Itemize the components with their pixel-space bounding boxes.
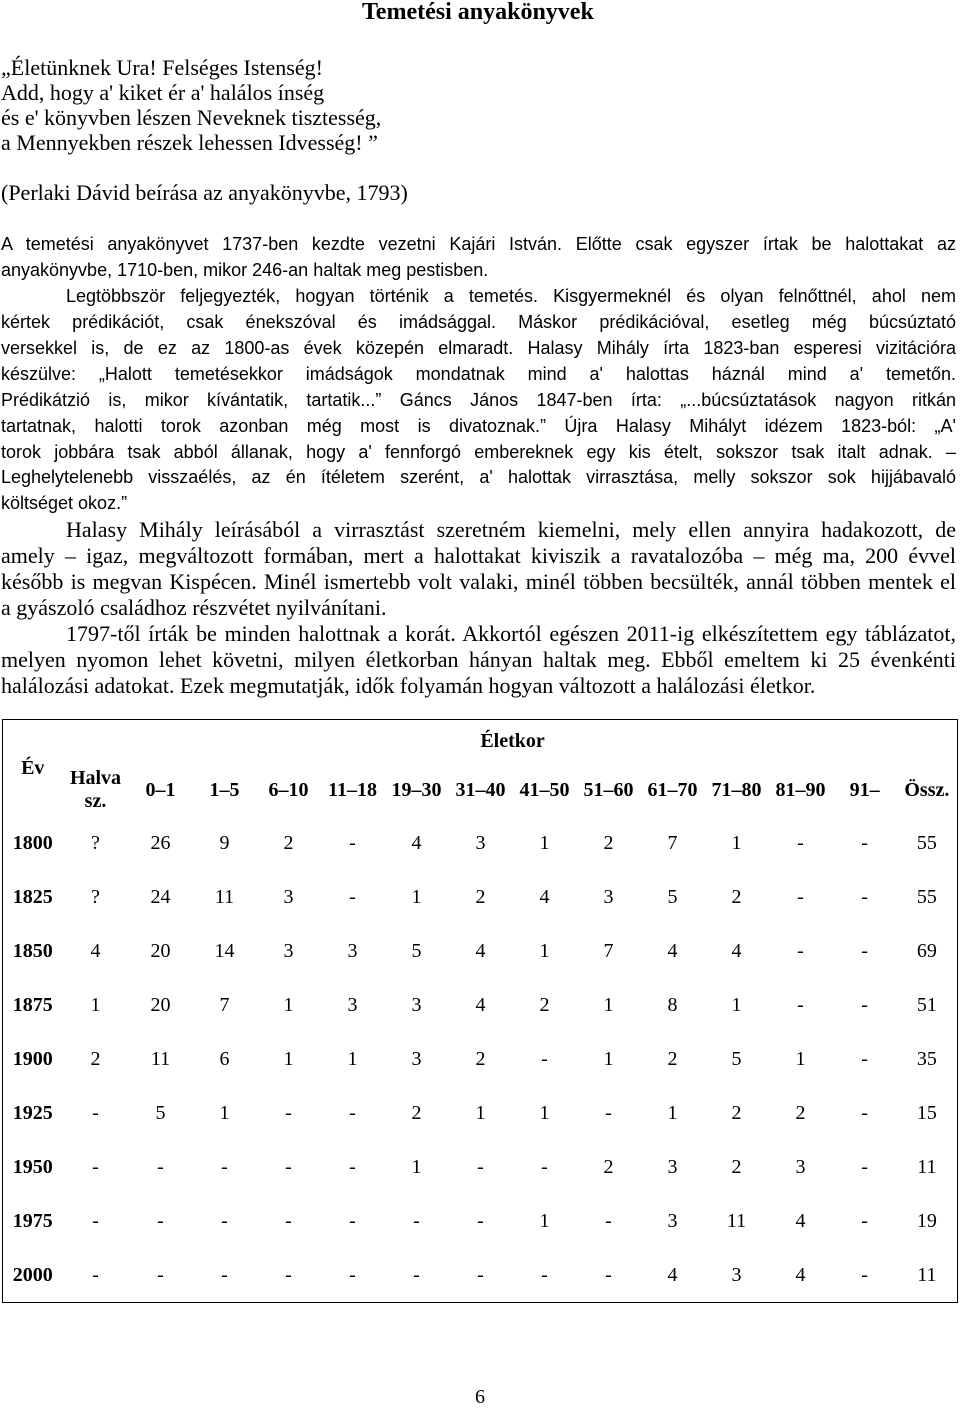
age-cell: - bbox=[861, 940, 868, 962]
age-cell: 24 bbox=[150, 886, 171, 908]
total-cell: 11 bbox=[917, 1156, 937, 1178]
age-cell: 11 bbox=[726, 1210, 747, 1232]
age-cell: 3 bbox=[795, 1156, 806, 1178]
age-cell: 1 bbox=[603, 994, 614, 1016]
age-cell: - bbox=[605, 1210, 612, 1232]
header-spacer bbox=[63, 720, 129, 764]
age-cell: 4 bbox=[731, 940, 742, 962]
age-cell: 1 bbox=[411, 886, 422, 908]
total-cell: 55 bbox=[916, 832, 937, 854]
total-cell: 55 bbox=[916, 886, 937, 908]
stillborn-cell: 2 bbox=[90, 1048, 101, 1070]
mortality-table bbox=[2, 719, 958, 1303]
stillborn-cell: ? bbox=[91, 886, 100, 908]
age-cell: - bbox=[477, 1263, 484, 1286]
age-cell: - bbox=[349, 886, 356, 908]
body-line: tartatnak, halotti torok azonban még most is divatoznak.” Újra Halasy Mihályt idézem 1823-ból: „A' bbox=[1, 415, 956, 436]
year-cell: 1900 bbox=[12, 1048, 53, 1070]
age-cell: - bbox=[157, 1156, 164, 1178]
age-cell: - bbox=[477, 1210, 484, 1232]
age-cell: - bbox=[605, 1263, 612, 1286]
paragraph bbox=[1, 232, 956, 284]
age-column-header: 31–40 bbox=[455, 778, 506, 801]
paragraph bbox=[1, 517, 956, 621]
age-cell: 4 bbox=[475, 940, 486, 962]
age-cell: - bbox=[477, 1156, 484, 1178]
stillborn-cell: 1 bbox=[90, 994, 101, 1016]
body-line: anyakönyvbe, 1710-ben, mikor 246-an haltak meg pestisben. bbox=[1, 259, 489, 280]
age-cell: 4 bbox=[667, 1263, 678, 1286]
age-cell: 2 bbox=[539, 994, 550, 1016]
age-column-header: 1–5 bbox=[209, 778, 240, 801]
table-row bbox=[3, 1141, 958, 1195]
age-cell: - bbox=[541, 1048, 548, 1070]
age-cell: - bbox=[605, 1102, 612, 1124]
age-cell: - bbox=[541, 1156, 548, 1178]
stillborn-cell: - bbox=[92, 1102, 99, 1124]
age-cell: - bbox=[861, 1263, 868, 1286]
body-line: Halasy Mihály leírásából a virrasztást szeretném kiemelni, mely ellen annyira hadakozott, de bbox=[66, 517, 956, 543]
age-cell: 3 bbox=[603, 886, 614, 908]
age-cell: - bbox=[285, 1263, 292, 1286]
year-cell: 1850 bbox=[12, 940, 53, 962]
year-cell: 1950 bbox=[12, 1156, 53, 1178]
page-number: 6 bbox=[475, 1386, 485, 1408]
paragraph bbox=[1, 284, 956, 517]
stillborn-header: Halva sz. bbox=[69, 767, 122, 812]
age-cell: - bbox=[861, 832, 868, 854]
age-cell: 1 bbox=[731, 994, 742, 1016]
year-header: Év bbox=[21, 756, 45, 779]
age-cell: - bbox=[157, 1263, 164, 1286]
age-cell: 3 bbox=[283, 886, 294, 908]
age-cell: - bbox=[285, 1102, 292, 1124]
age-cell: 1 bbox=[475, 1102, 486, 1124]
poem-line: a Mennyekben részek lehessen Idvesség! ” bbox=[1, 130, 378, 155]
age-cell: 1 bbox=[283, 1048, 294, 1070]
age-cell: 1 bbox=[539, 832, 550, 854]
body-line: később is megvan Kispécen. Minél ismertebb volt valaki, minél többen becsülték, annál többen mentek el bbox=[1, 569, 956, 595]
table-head bbox=[3, 720, 958, 817]
age-cell: - bbox=[861, 1048, 868, 1070]
age-cell: 8 bbox=[667, 994, 678, 1016]
age-cell: - bbox=[541, 1263, 548, 1286]
age-cell: 1 bbox=[347, 1048, 358, 1070]
age-cell: 3 bbox=[667, 1156, 678, 1178]
age-cell: - bbox=[349, 832, 356, 854]
body-line: a gyászoló családhoz részvétet nyilvánítani. bbox=[1, 595, 387, 621]
age-cell: 4 bbox=[667, 940, 678, 962]
table-row bbox=[3, 925, 958, 979]
stillborn-cell: - bbox=[92, 1156, 99, 1178]
age-cell: 20 bbox=[150, 940, 171, 962]
total-cell: 19 bbox=[916, 1210, 937, 1232]
body-line: költséget okoz.” bbox=[1, 493, 128, 514]
age-cell: 2 bbox=[731, 1156, 742, 1178]
table-row bbox=[3, 817, 958, 871]
age-cell: 3 bbox=[347, 940, 358, 962]
year-cell: 1800 bbox=[12, 832, 53, 854]
table-row bbox=[3, 1249, 958, 1303]
age-cell: - bbox=[861, 1210, 868, 1232]
age-cell: 1 bbox=[283, 994, 294, 1016]
age-cell: 5 bbox=[667, 886, 678, 908]
age-cell: - bbox=[349, 1210, 356, 1232]
age-cell: - bbox=[285, 1156, 292, 1178]
total-cell: 15 bbox=[916, 1102, 937, 1124]
age-cell: - bbox=[861, 1102, 868, 1124]
table-row bbox=[3, 1087, 958, 1141]
age-cell: 5 bbox=[731, 1048, 742, 1070]
body-line: A temetési anyakönyvet 1737-ben kezdte vezetni Kajári István. Előtte csak egyszer írtak be halottakat az bbox=[1, 234, 956, 254]
age-cell: 5 bbox=[411, 940, 422, 962]
age-cell: - bbox=[285, 1210, 292, 1232]
age-cell: 3 bbox=[731, 1263, 742, 1286]
age-cell: 3 bbox=[347, 994, 358, 1016]
age-cell: 1 bbox=[539, 1210, 550, 1232]
table-row bbox=[3, 979, 958, 1033]
age-cell: 1 bbox=[539, 1102, 550, 1124]
page-title: Temetési anyakönyvek bbox=[362, 0, 594, 25]
age-cell: 2 bbox=[283, 832, 294, 854]
body-line: melyen nyomon lehet követni, milyen életkorban hányan haltak meg. Ebből emeltem ki 25 évenkénti bbox=[1, 647, 956, 672]
body-line: halálozási adatokat. Ezek megmutatják, idők folyamán hogyan változott a halálozási életkor. bbox=[1, 672, 816, 698]
age-cell: 4 bbox=[411, 832, 422, 854]
age-cell: 7 bbox=[219, 994, 230, 1016]
table-header-row bbox=[3, 720, 958, 764]
table-header-row bbox=[3, 764, 958, 817]
stillborn-cell: - bbox=[92, 1263, 99, 1286]
age-cell: 2 bbox=[603, 832, 614, 854]
age-cell: 3 bbox=[475, 832, 486, 854]
age-cell: - bbox=[221, 1263, 228, 1286]
age-cell: - bbox=[221, 1210, 228, 1232]
total-cell: 51 bbox=[916, 994, 937, 1016]
age-cell: 20 bbox=[150, 994, 171, 1016]
table-row bbox=[3, 1195, 958, 1249]
age-cell: - bbox=[797, 832, 804, 854]
age-column-header: 71–80 bbox=[711, 778, 762, 801]
age-cell: 11 bbox=[150, 1048, 171, 1070]
age-column-header: 61–70 bbox=[647, 778, 698, 801]
age-cell: 2 bbox=[731, 886, 742, 908]
body-line: 1797-től írták be minden halottnak a korát. Akkortól egészen 2011-ig elkészítettem egy táblázatot, bbox=[66, 621, 956, 647]
age-cell: 11 bbox=[214, 886, 235, 908]
age-cell: 4 bbox=[475, 994, 486, 1016]
age-cell: 1 bbox=[667, 1102, 678, 1124]
age-cell: 26 bbox=[150, 832, 171, 854]
body-text bbox=[1, 232, 956, 699]
age-column-header: 6–10 bbox=[268, 778, 309, 801]
table-row bbox=[3, 1033, 958, 1087]
body-line: Prédikátzió is, mikor kívántatik, tartatik...” Gáncs János 1847-ben írta: „...búcsúztatások nagyon ritkán bbox=[1, 389, 956, 410]
body-line: amely – igaz, megváltozott formában, mert a halottakat kiviszik a ravatalozóba – még ma, 200 évvel bbox=[1, 543, 956, 569]
age-cell: 1 bbox=[411, 1156, 422, 1178]
age-column-header: 11–18 bbox=[328, 778, 377, 801]
age-column-header: 91– bbox=[849, 778, 880, 801]
paragraph bbox=[1, 621, 956, 699]
age-cell: - bbox=[349, 1263, 356, 1286]
age-cell: 1 bbox=[731, 832, 742, 854]
age-column-header: 0–1 bbox=[145, 778, 176, 801]
year-cell: 1925 bbox=[12, 1102, 53, 1124]
age-column-header: 19–30 bbox=[391, 778, 442, 801]
age-cell: 2 bbox=[603, 1156, 614, 1178]
age-cell: 5 bbox=[155, 1102, 166, 1124]
age-cell: 4 bbox=[539, 886, 550, 908]
age-cell: 2 bbox=[667, 1048, 678, 1070]
age-cell: 2 bbox=[411, 1102, 422, 1124]
body-line: kértek prédikációt, csak énekszóval és imádsággal. Máskor prédikációval, esetleg még búcsúztató bbox=[1, 311, 956, 332]
total-cell: 69 bbox=[916, 940, 937, 962]
age-cell: - bbox=[797, 994, 804, 1016]
age-column-header: 81–90 bbox=[775, 778, 826, 801]
age-cell: 3 bbox=[411, 994, 422, 1016]
stillborn-cell: ? bbox=[91, 832, 100, 854]
age-cell: 14 bbox=[214, 940, 235, 962]
age-cell: - bbox=[221, 1156, 228, 1178]
body-line: Leghelytelenebb visszaélés, az én ítéletem szerént, a' halottak virrasztása, melly sokszor sok hijjábavaló bbox=[1, 467, 956, 488]
table-body bbox=[3, 817, 958, 1303]
age-cell: - bbox=[413, 1210, 420, 1232]
age-cell: 2 bbox=[731, 1102, 742, 1124]
body-line: torok jobbára tsak abból állanak, hogy a' fennforgó embereknek egy kis ételt, sokszor tsak italt adnak. – bbox=[1, 441, 956, 462]
age-cell: - bbox=[861, 1156, 868, 1178]
age-cell: 4 bbox=[795, 1263, 806, 1286]
age-cell: 3 bbox=[411, 1048, 422, 1070]
age-cell: 1 bbox=[603, 1048, 614, 1070]
age-cell: 3 bbox=[283, 940, 294, 962]
age-cell: - bbox=[861, 994, 868, 1016]
age-cell: 7 bbox=[603, 940, 614, 962]
total-cell: 11 bbox=[917, 1263, 937, 1286]
age-group-header: Életkor bbox=[480, 730, 545, 753]
header-spacer bbox=[897, 720, 958, 764]
body-line: Legtöbbször feljegyezték, hogyan történik a temetés. Kisgyermeknél és olyan felnőttnél, ahol nem bbox=[66, 285, 956, 306]
poem-line: „Életünknek Ura! Felséges Istenség! bbox=[1, 55, 323, 80]
age-cell: - bbox=[797, 940, 804, 962]
age-cell: - bbox=[797, 886, 804, 908]
age-cell: 3 bbox=[667, 1210, 678, 1232]
year-cell: 1875 bbox=[12, 994, 53, 1016]
poem-source: (Perlaki Dávid beírása az anyakönyvbe, 1793) bbox=[1, 180, 408, 205]
age-cell: 4 bbox=[795, 1210, 806, 1232]
age-cell: 2 bbox=[795, 1102, 806, 1124]
age-cell: 7 bbox=[667, 832, 678, 854]
age-cell: - bbox=[413, 1263, 420, 1286]
age-column-header: 51–60 bbox=[583, 778, 634, 801]
table-row bbox=[3, 871, 958, 925]
age-cell: - bbox=[349, 1102, 356, 1124]
poem-line: Add, hogy a' kiket ér a' halálos ínség bbox=[1, 80, 325, 105]
age-cell: 9 bbox=[219, 832, 230, 854]
age-cell: 2 bbox=[475, 886, 486, 908]
age-cell: 1 bbox=[539, 940, 550, 962]
age-cell: 1 bbox=[219, 1102, 230, 1124]
age-cell: - bbox=[157, 1210, 164, 1232]
age-cell: 1 bbox=[795, 1048, 806, 1070]
age-cell: - bbox=[349, 1156, 356, 1178]
age-cell: - bbox=[861, 886, 868, 908]
year-cell: 1825 bbox=[12, 886, 53, 908]
poem-line: és e' könyvben lészen Neveknek tisztesség, bbox=[1, 105, 382, 130]
age-cell: 2 bbox=[475, 1048, 486, 1070]
age-cell: 6 bbox=[219, 1048, 230, 1070]
total-cell: 35 bbox=[916, 1048, 937, 1070]
stillborn-cell: - bbox=[92, 1210, 99, 1232]
body-line: versekkel is, de ez az 1800-as évek közepén elmaradt. Halasy Mihály írta 1823-ban esperesi vizitációra bbox=[1, 337, 956, 358]
total-header: Össz. bbox=[904, 778, 950, 801]
poem bbox=[1, 55, 381, 155]
year-cell: 1975 bbox=[12, 1210, 53, 1232]
body-line: készülve: „Halott temetésekkor imádságok mondatnak mind a' halottas háznál mind a' temetőn. bbox=[1, 363, 956, 384]
age-column-header: 41–50 bbox=[519, 778, 570, 801]
year-cell: 2000 bbox=[12, 1263, 53, 1286]
stillborn-cell: 4 bbox=[90, 940, 101, 962]
